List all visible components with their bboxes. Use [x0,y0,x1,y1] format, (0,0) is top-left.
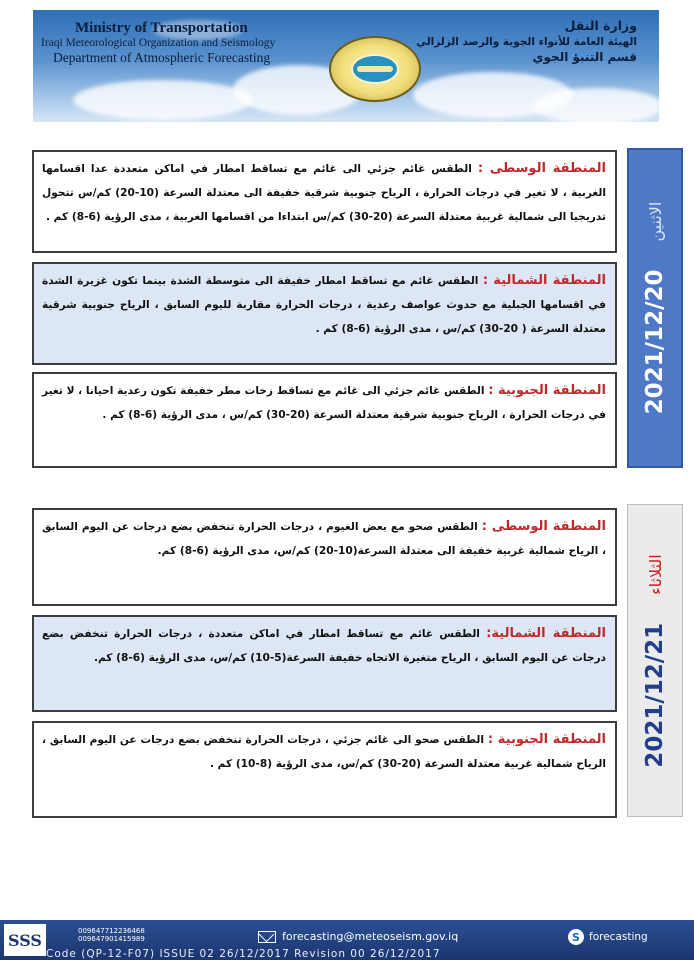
department-name-ar: قسم التنبؤ الجوي [532,50,637,65]
cloud-decoration [73,80,253,120]
department-name-en: Department of Atmospheric Forecasting [53,49,271,65]
weekday-label: الاثنين [645,201,665,242]
date-strip-day1 [627,148,683,468]
region-label: المنطقة الشمالية : [482,273,606,288]
mail-icon [258,931,276,943]
header-banner [33,10,659,122]
region-label: المنطقة الوسطى : [477,161,606,176]
region-label: المنطقة الجنوبية : [488,383,606,398]
ministry-name-ar: وزارة النقل [564,18,637,33]
forecast-day2-central [32,508,617,606]
logo-wave [357,66,393,72]
header-english [41,20,276,65]
phone-number: 009647901415989 [78,935,145,943]
region-forecast-text: الطقس صحو الى غائم جزئي ، درجات الحرارة تنخفض بضع درجات عن اليوم السابق ، الرياح شمالية غربية معتدلة السرعة (20-30) كم/س، مدى الرؤية (8-10) كم . [42,734,606,770]
forecast-day1-central [32,150,617,253]
region-forecast-text: الطقس غائم جزئي الى غائم مع تساقط زخات مطر خفيفة تكون رعدية احيانا ، لا تغير في درجات الحرارة ، الرياح جنوبية شرقية معتدلة السرعة (20-30) كم/س ، مدى الرؤية (6-8) كم . [42,385,606,421]
skype-handle[interactable]: forecasting [589,931,648,943]
ministry-name-en: Ministry of Transportation [75,20,248,36]
document-code: Code (QP-12-F07) ISSUE 02 26/12/2017 Revision 00 26/12/2017 [46,948,441,960]
forecast-day2-north [32,615,617,712]
region-label: المنطقة الجنوبية : [487,732,606,747]
organization-name-ar: الهيئة العامة للأنواء الجوية والرصد الزلزالي [416,35,637,48]
phone-number: 009647712236468 [78,927,145,935]
footer-skype[interactable] [568,929,648,945]
footer-logo-icon: SSS [4,924,46,956]
cloud-decoration [533,88,659,122]
forecast-date: 2021/12/21 [642,622,668,768]
weekday-label: الثلاثاء [645,553,665,595]
forecast-date: 2021/12/20 [642,269,668,415]
organization-name-en: Iraqi Meteorological Organization and Seismology [41,36,276,49]
region-forecast-text: الطقس غائم مع تساقط امطار خفيفة الى متوسطة الشدة بينما تكون غزيرة الشدة في اقسامها الجبلية مع حدوث عواصف رعدية ، درجات الحرارة مقاربة لليوم السابق ، الرياح جنوبية شرقية معتدلة السرعة ( 20-30) كم/س ، مدى الرؤية (6-8) كم . [42,275,606,335]
region-forecast-text: الطقس غائم مع تساقط امطار في اماكن متعددة ، درجات الحرارة تنخفض بضع درجات عن اليوم السابق ، الرياح متغيرة الاتجاه خفيفة السرعة(5-10) كم/س، مدى الرؤية (6-8) كم. [42,628,606,664]
email-address[interactable]: forecasting@meteoseism.gov.iq [282,930,459,943]
footer-phones [78,927,145,943]
region-label: المنطقة الشمالية: [486,626,606,641]
region-forecast-text: الطقس صحو مع بعض الغيوم ، درجات الحرارة تنخفض بضع درجات عن اليوم السابق ، الرياح شمالية غربية خفيفة الى معتدلة السرعة(10-20) كم/س، مدى الرؤية (6-8) كم. [42,521,606,557]
region-label: المنطقة الوسطى : [481,519,606,534]
forecast-day1-north [32,262,617,365]
date-strip-day2 [627,504,683,817]
forecast-day2-south [32,721,617,818]
forecast-day1-south [32,372,617,468]
footer-email[interactable] [258,930,458,943]
header-arabic [397,18,637,65]
skype-icon: S [568,929,584,945]
region-forecast-text: الطقس غائم جزئي الى غائم مع تساقط امطار في اماكن متعددة عدا اقسامها الغربية ، لا تغير في درجات الحرارة ، الرياح جنوبية شرقية خفيفة الى معتدلة السرعة (10-20) كم/س تتحول تدريجيا الى شمالية غربية معتدلة السرعة (20-30) كم/س ابتداءا من اقسامها الغربية ، مدى الرؤية (6-8) كم . [42,163,606,223]
footer-bar [0,920,694,960]
